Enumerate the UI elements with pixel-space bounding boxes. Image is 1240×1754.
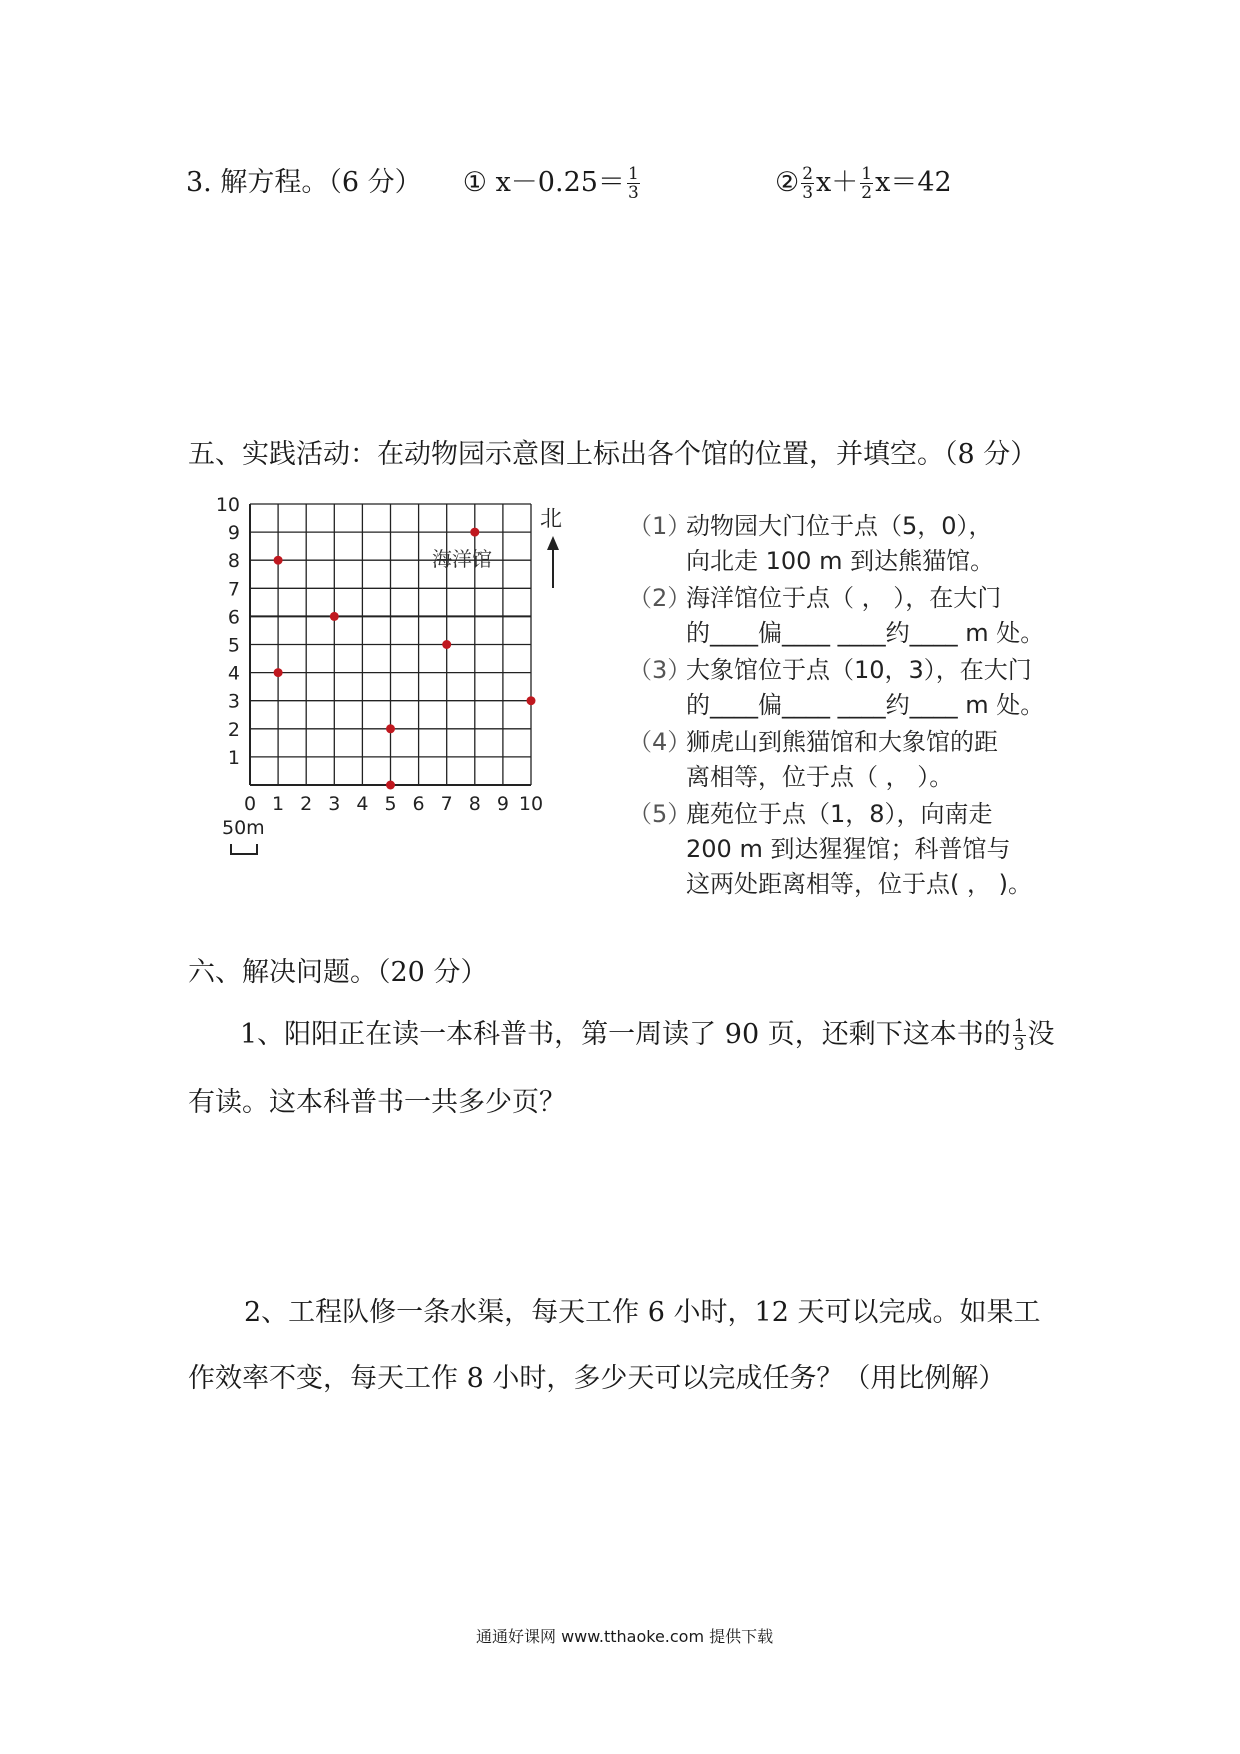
y-tick-label: 1 [227, 746, 240, 769]
x-tick-label: 1 [272, 793, 285, 815]
section-5-heading: 五、实践活动：在动物园示意图上标出各个馆的位置，并填空。（8 分） [188, 439, 1038, 470]
x-tick-label: 7 [440, 793, 453, 815]
y-tick-label: 8 [227, 550, 240, 573]
y-tick-label: 9 [227, 522, 240, 545]
map-point [274, 668, 283, 677]
problem-2-line-1: 2、工程队修一条水渠，每天工作 6 小时，12 天可以完成。如果工 [244, 1297, 1041, 1328]
fraction: $\frac{2}{3}$ [802, 164, 814, 203]
scale-label: 50m [222, 817, 265, 839]
map-point [274, 556, 283, 565]
question-3 [186, 160, 642, 202]
problem-1-line-2: 有读。这本科普书一共多少页？ [188, 1087, 566, 1118]
map-point [386, 724, 395, 733]
fraction: $\frac{1}{2}$ [861, 164, 873, 203]
x-tick-label: 3 [328, 793, 341, 815]
equation-1: ① x－0.25＝ $\frac{1}{3}$ [462, 164, 639, 203]
y-tick-label: 10 [215, 494, 240, 516]
section-6-heading: 六、解决问题。（20 分） [188, 957, 488, 988]
x-tick-label: 6 [412, 793, 425, 815]
y-tick-label: 6 [227, 606, 240, 629]
ocean-hall-label: 海洋馆 [432, 547, 492, 571]
x-tick-label: 10 [518, 793, 544, 815]
map-point [330, 612, 339, 621]
y-tick-label: 4 [227, 662, 240, 685]
fraction: $\frac{1}{3}$ [627, 164, 639, 203]
footer: 通通好课网 www.tthaoke.com 提供下载 [476, 1627, 774, 1646]
x-axis-labels [244, 793, 543, 815]
map-point [442, 640, 451, 649]
x-tick-label: 8 [468, 793, 481, 815]
y-tick-label: 2 [227, 718, 240, 741]
question-3-label: 3. 解方程。（6 分） [186, 167, 422, 198]
x-tick-label: 5 [384, 793, 397, 815]
zoo-map [200, 492, 580, 872]
map-point [527, 696, 536, 705]
north-label: 北 [540, 507, 563, 532]
y-tick-label: 3 [227, 690, 240, 713]
map-point [386, 781, 395, 790]
y-axis-labels [216, 494, 240, 769]
problem-2-line-2: 作效率不变，每天工作 8 小时，多少天可以完成任务？（用比例解） [188, 1363, 1006, 1394]
list-item: （4） 狮虎山到熊猫馆和大象馆的距 离相等，位于点（ ， ）。 [628, 728, 998, 791]
north-arrow-icon [547, 536, 559, 588]
x-tick-label: 9 [496, 793, 509, 815]
x-tick-label: 2 [300, 793, 313, 815]
y-tick-label: 7 [227, 578, 240, 601]
scale-bar [231, 844, 257, 854]
x-tick-label: 4 [356, 793, 369, 815]
list-item: （1） 动物园大门位于点（5，0）， 向北走 100 m 到达熊猫馆。 [628, 512, 995, 575]
x-tick-label: 0 [243, 793, 257, 815]
fraction: $\frac{1}{3}$ [1013, 1016, 1025, 1055]
list-item: （3） 大象馆位于点（10，3），在大门 的____偏____ ____约____ m 处。 [628, 656, 1045, 719]
list-item: （2） 海洋馆位于点（ ， ），在大门 的____偏____ ____约____ m 处。 [628, 584, 1045, 647]
equation-2: ② $\frac{2}{3}$ x＋ $\frac{1}{2}$ x＝42 [775, 164, 952, 203]
problem-1-line-1: 1、阳阳正在读一本科普书，第一周读了 90 页，还剩下这本书的 $\frac{1}{3}$ 没 [240, 1016, 1055, 1055]
y-tick-label: 5 [227, 634, 240, 657]
map-point [470, 528, 479, 537]
map-points [274, 528, 536, 790]
fill-in-list [628, 509, 1078, 905]
list-item: （5） 鹿苑位于点（1，8），向南走 200 m 到达猩猩馆；科普馆与 这两处距离相等，位于点( ， )。 [628, 800, 1032, 898]
